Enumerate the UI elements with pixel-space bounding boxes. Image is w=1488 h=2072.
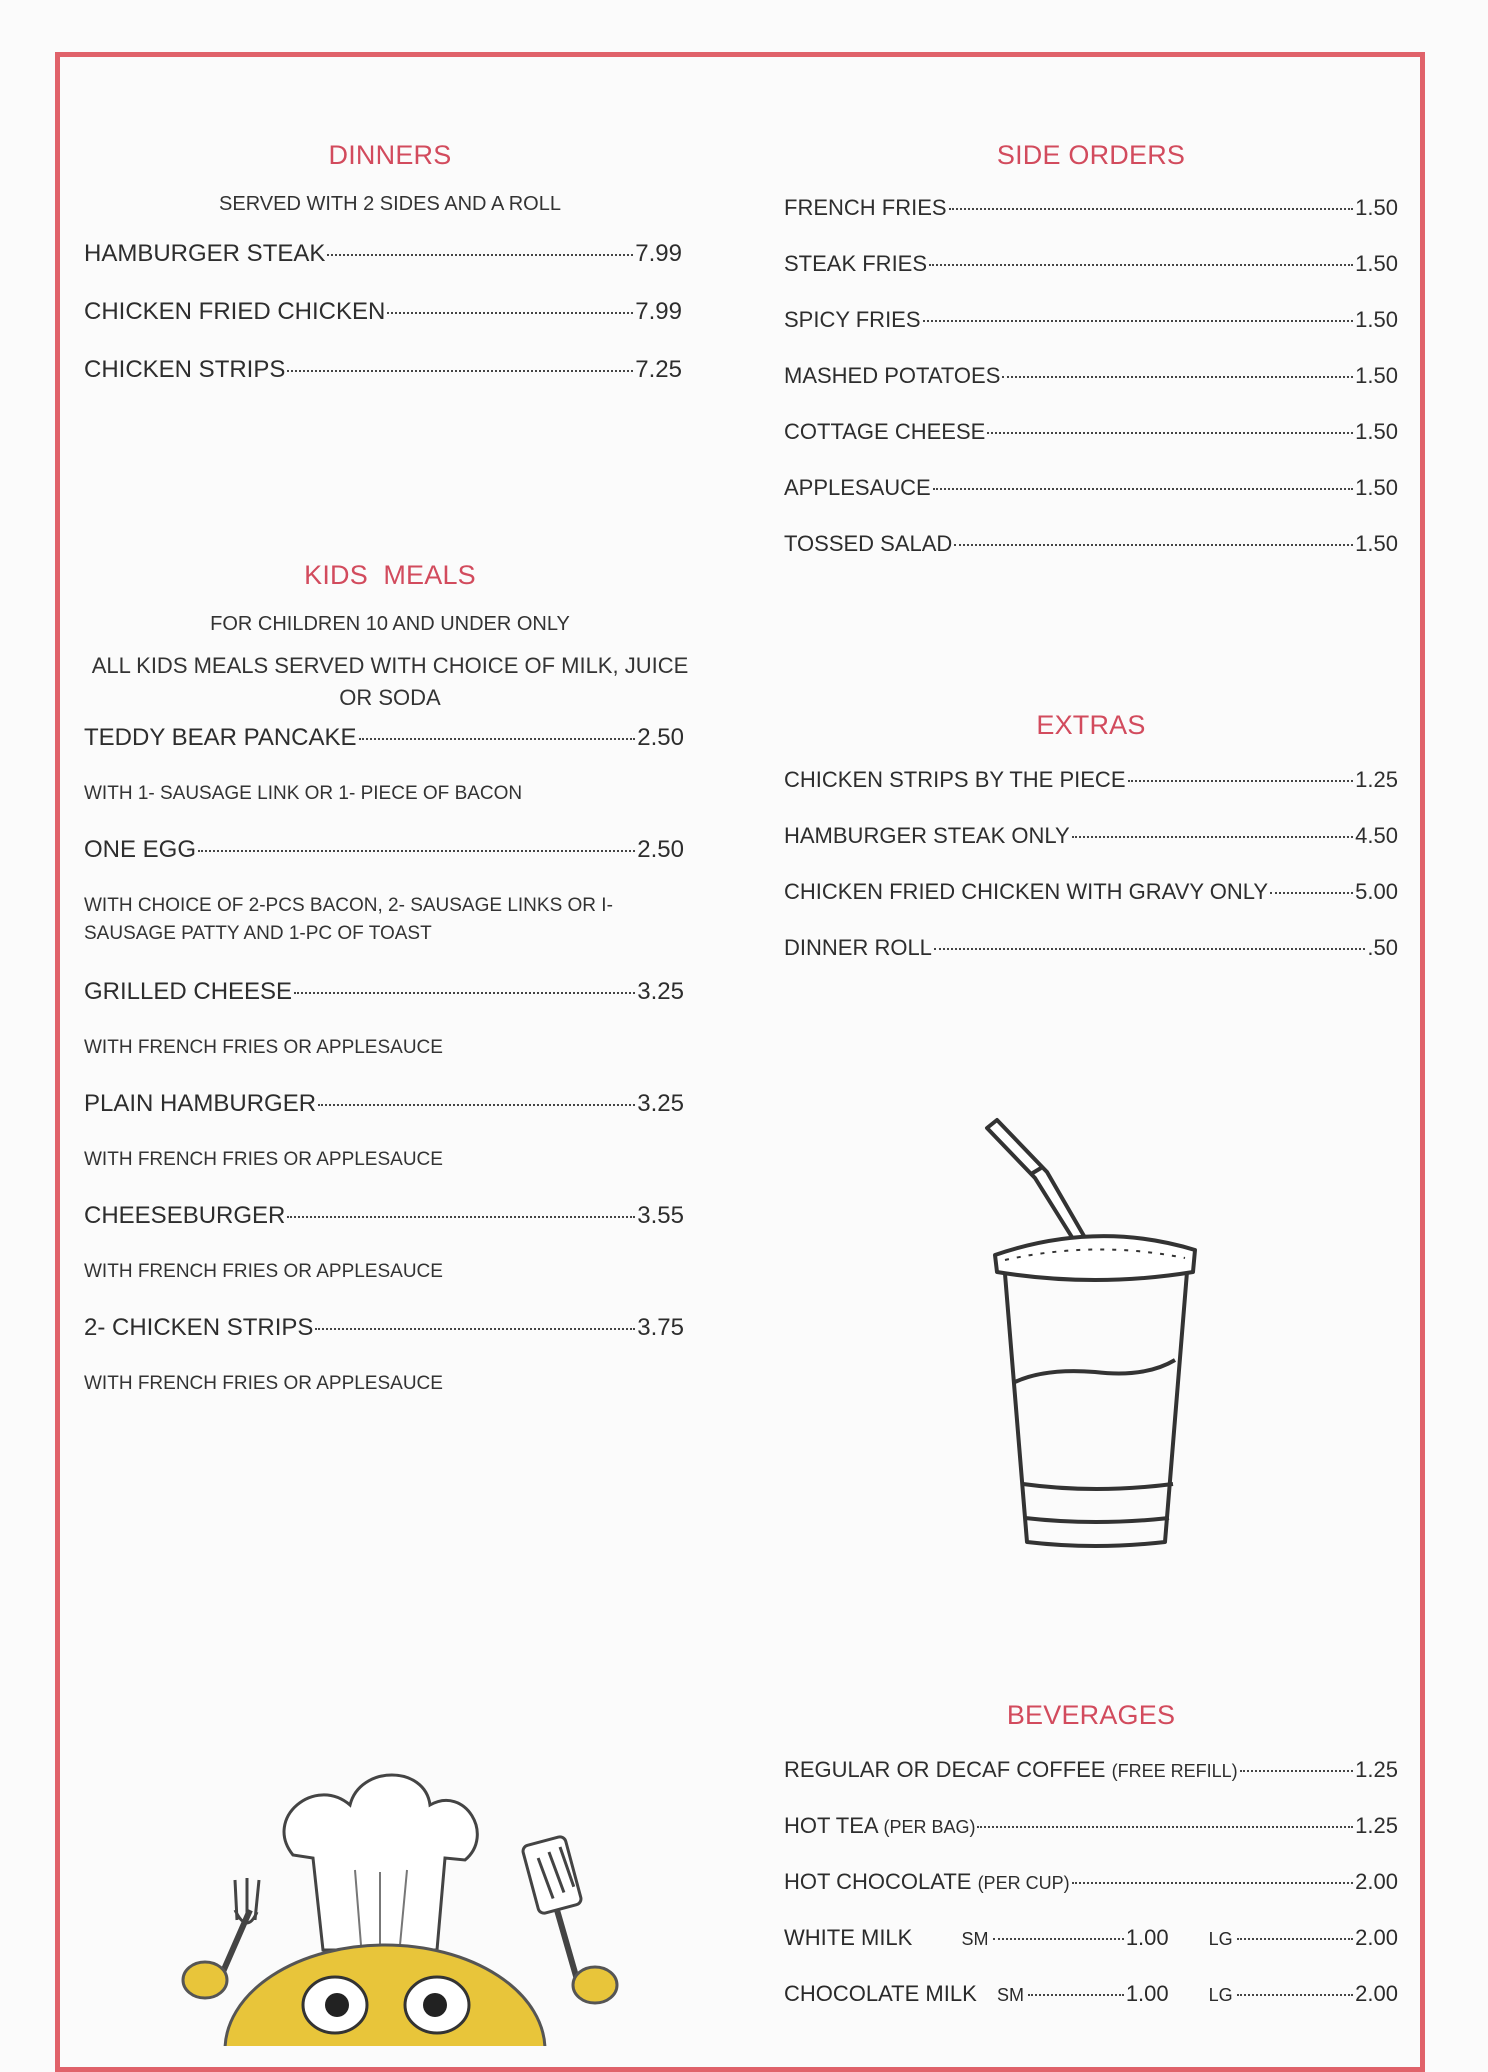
item-description: WITH 1- SAUSAGE LINK OR 1- PIECE OF BACON [84, 783, 523, 804]
menu-item: HOT CHOCOLATE (PER CUP) 2.00 [784, 1869, 1398, 1894]
dinners-section [84, 140, 696, 414]
kids-note-drink: ALL KIDS MEALS SERVED WITH CHOICE OF MILK, JUICE OR SODA [91, 653, 689, 710]
milk-item: WHITE MILK SM 1.00 LG 2.00 [784, 1925, 1398, 1950]
beverages-title: BEVERAGES [1006, 1700, 1176, 1730]
menu-item: HAMBURGER STEAK 7.99 [84, 240, 682, 267]
menu-item: ONE EGG 2.50 [84, 836, 684, 863]
chef-mascot-icon [175, 1760, 635, 2046]
kids-meals-title: KIDS MEALS [304, 560, 476, 590]
menu-item: MASHED POTATOES 1.50 [784, 363, 1398, 388]
extras-section [784, 710, 1398, 991]
drink-cup-icon [975, 1110, 1235, 1560]
beverages-section [784, 1700, 1398, 2037]
menu-item: FRENCH FRIES 1.50 [784, 195, 1398, 220]
menu-item: CHICKEN STRIPS 7.25 [84, 356, 682, 383]
milk-item: CHOCOLATE MILK SM 1.00 LG 2.00 [784, 1981, 1398, 2006]
menu-item: APPLESAUCE 1.50 [784, 475, 1398, 500]
item-description: WITH CHOICE OF 2-PCS BACON, 2- SAUSAGE LINKS OR I-SAUSAGE PATTY AND 1-PC OF TOAST [84, 895, 613, 944]
item-description: WITH FRENCH FRIES OR APPLESAUCE [84, 1037, 443, 1058]
item-description: WITH FRENCH FRIES OR APPLESAUCE [84, 1373, 443, 1394]
dinners-title: DINNERS [328, 140, 452, 170]
menu-item: CHICKEN FRIED CHICKEN 7.99 [84, 298, 682, 325]
menu-item: GRILLED CHEESE 3.25 [84, 978, 684, 1005]
item-description: WITH FRENCH FRIES OR APPLESAUCE [84, 1261, 443, 1282]
side-orders-section [784, 140, 1398, 587]
dinners-note: SERVED WITH 2 SIDES AND A ROLL [219, 193, 561, 215]
menu-item: REGULAR OR DECAF COFFEE (FREE REFILL) 1.25 [784, 1757, 1398, 1782]
menu-item: CHICKEN STRIPS BY THE PIECE 1.25 [784, 767, 1398, 792]
side-orders-title: SIDE ORDERS [996, 140, 1186, 170]
kids-meals-section [84, 560, 696, 1426]
menu-item: COTTAGE CHEESE 1.50 [784, 419, 1398, 444]
kids-note-age: FOR CHILDREN 10 AND UNDER ONLY [210, 613, 570, 635]
menu-item: PLAIN HAMBURGER 3.25 [84, 1090, 684, 1117]
item-description: WITH FRENCH FRIES OR APPLESAUCE [84, 1149, 443, 1170]
menu-item: SPICY FRIES 1.50 [784, 307, 1398, 332]
menu-item: CHEESEBURGER 3.55 [84, 1202, 684, 1229]
menu-item: HAMBURGER STEAK ONLY 4.50 [784, 823, 1398, 848]
menu-item: HOT TEA (PER BAG) 1.25 [784, 1813, 1398, 1838]
menu-item: TEDDY BEAR PANCAKE 2.50 [84, 724, 684, 751]
menu-item: 2- CHICKEN STRIPS 3.75 [84, 1314, 684, 1341]
menu-item: TOSSED SALAD 1.50 [784, 531, 1398, 556]
extras-title: EXTRAS [1036, 710, 1146, 740]
menu-item: DINNER ROLL .50 [784, 935, 1398, 960]
menu-item: CHICKEN FRIED CHICKEN WITH GRAVY ONLY 5.00 [784, 879, 1398, 904]
menu-item: STEAK FRIES 1.50 [784, 251, 1398, 276]
